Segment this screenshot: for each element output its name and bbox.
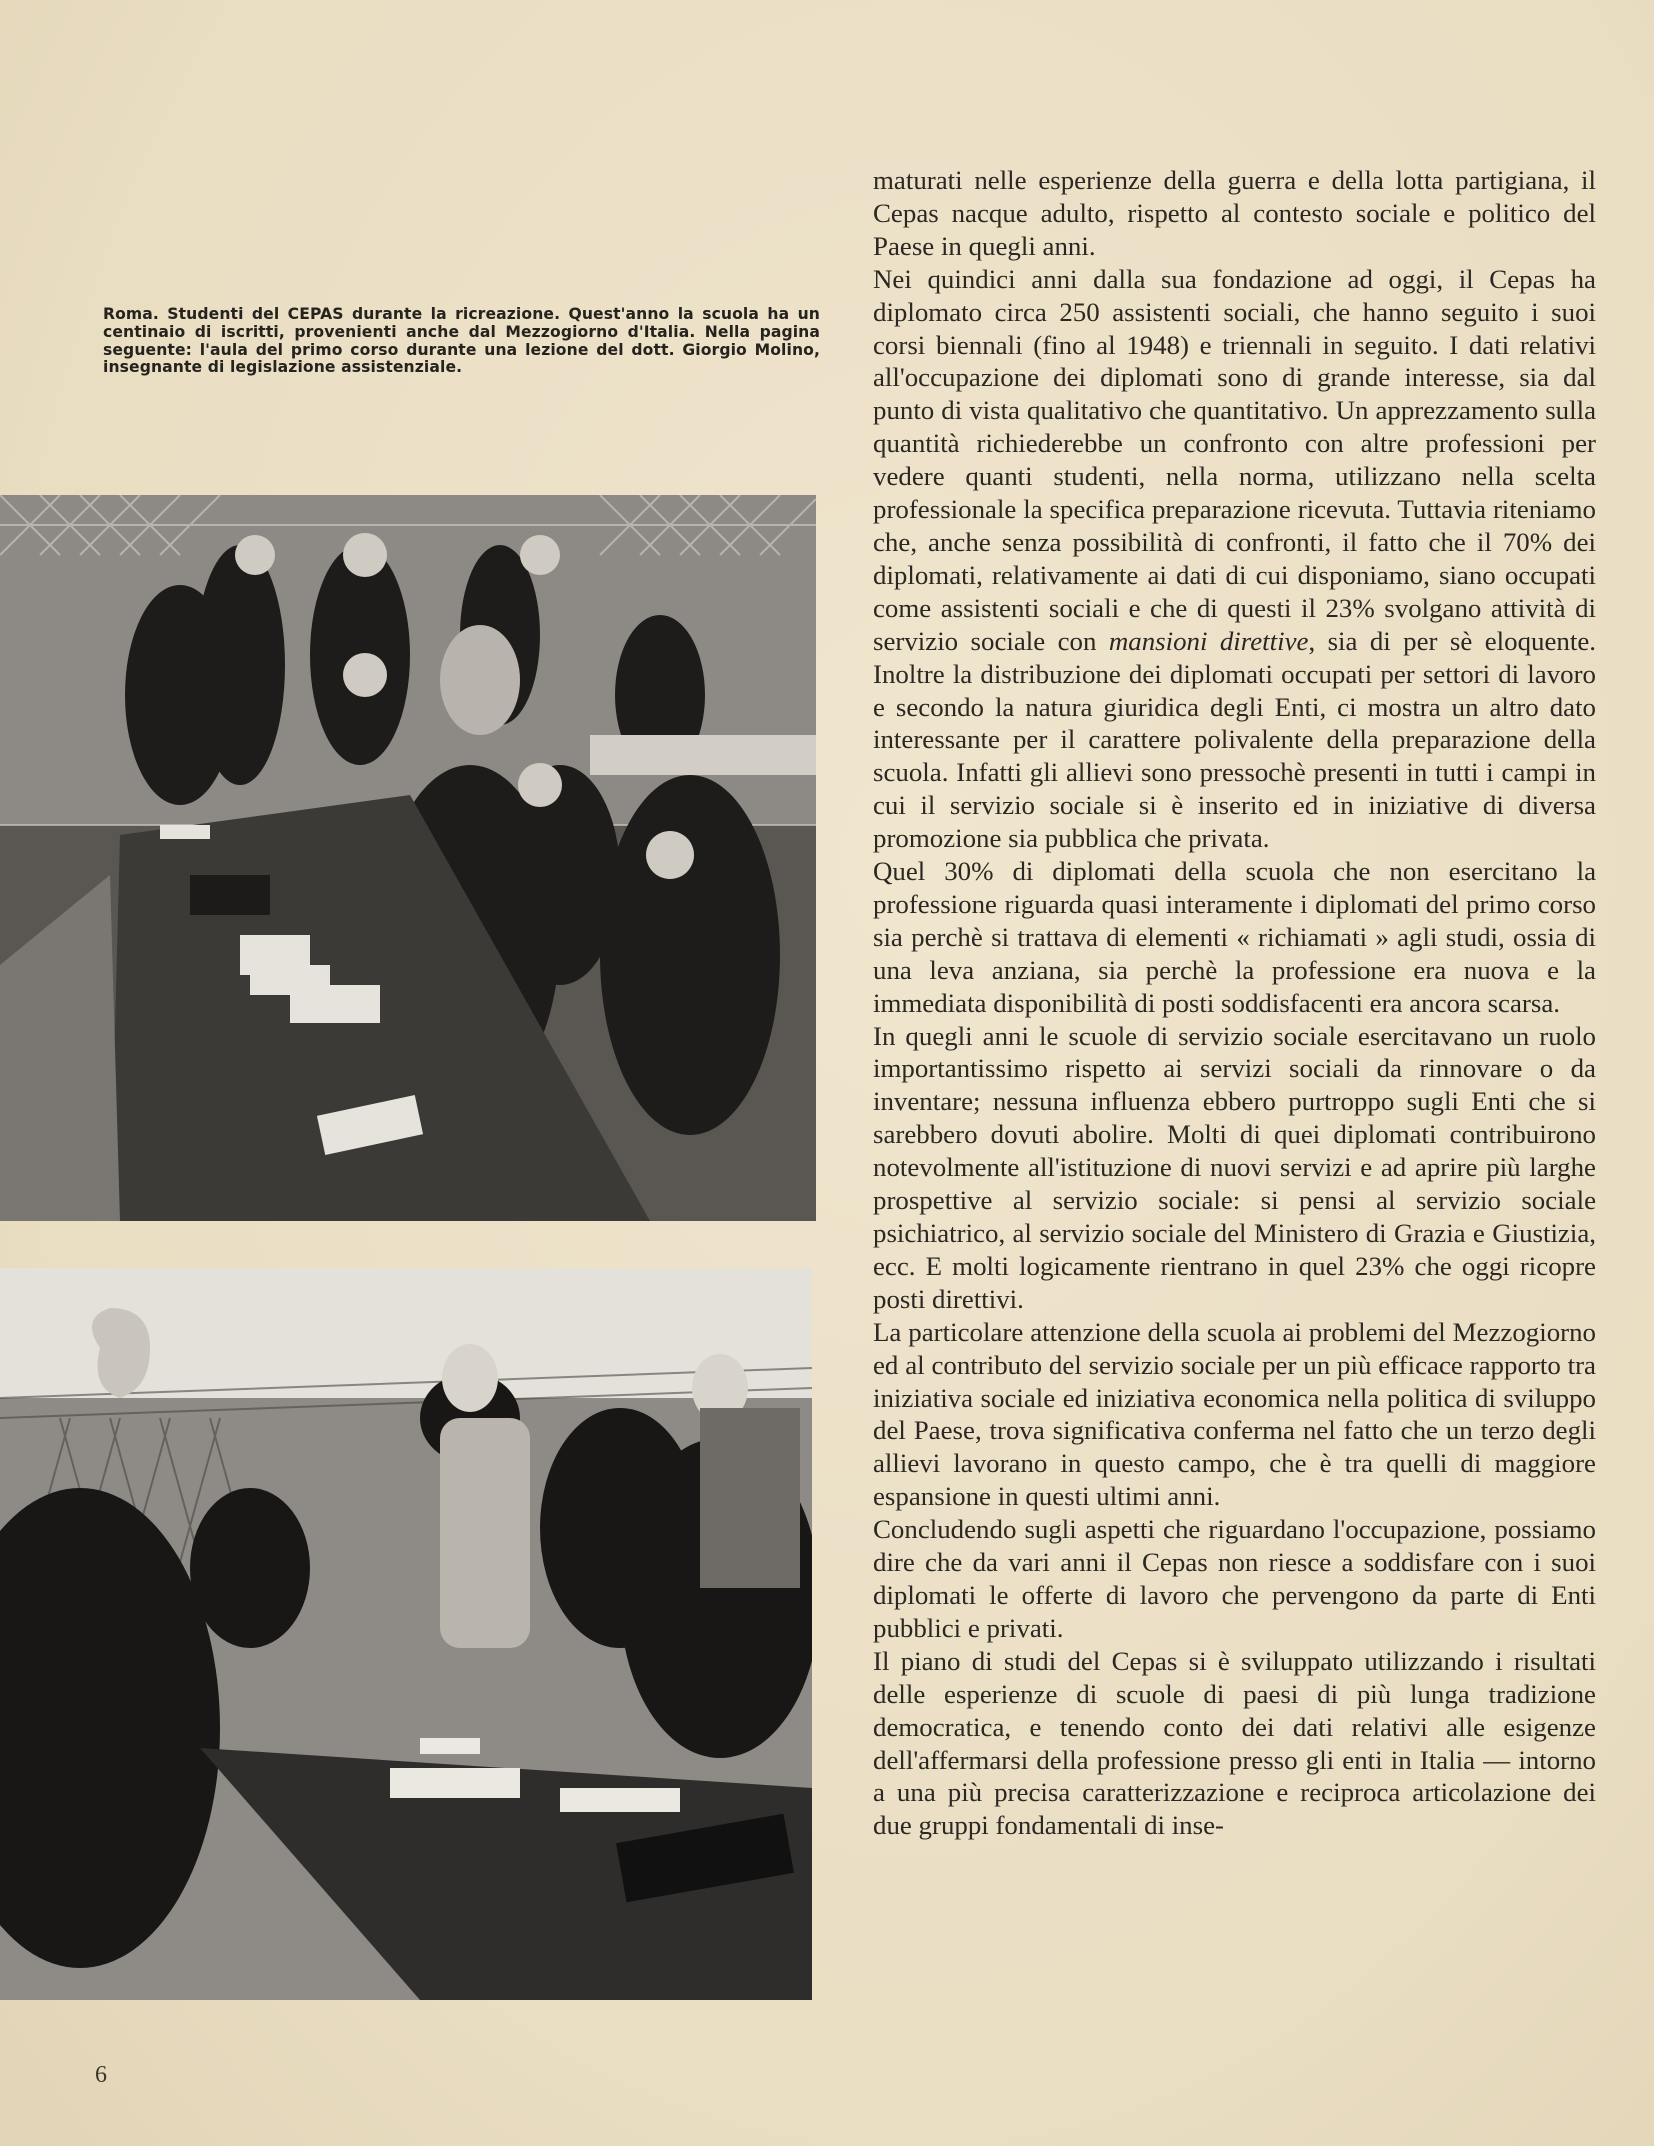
page-number: 6 xyxy=(95,2062,107,2088)
paragraph: In quegli anni le scuole di servizio sociale esercitavano un ruolo importantissimo rispetto ai servizi sociali da rinnovare o da inventare; nessuna influenza ebbero purtroppo sugli Enti che si sarebbero dovuti abolire. Molti di quei diplomati contribuirono notevolmente all'istituzione di nuovi servizi e ad aprire più larghe prospettive al servizio sociale: si pensi al servizio sociale psichiatrico, al servizio sociale del Ministero di Grazia e Giustizia, ecc. E molti logicamente rientrano in quel 23% che oggi ricopre posti direttivi. xyxy=(873,1020,1596,1314)
photo-classroom-students xyxy=(0,1268,812,2000)
emphasis-text: mansioni direttive xyxy=(1108,625,1309,656)
paragraph: maturati nelle esperienze della guerra e della lotta partigiana, il Cepas nacque adulto, rispetto al contesto sociale e politico del Paese in quegli anni. xyxy=(873,165,1596,261)
paragraph: Concludendo sugli aspetti che riguardano l'occupazione, possiamo dire che da vari anni il Cepas non riesce a soddisfare con i suoi diplomati le offerte di lavoro che pervengono da parte di Enti pubblici e privati. xyxy=(873,1514,1596,1643)
paragraph: La particolare attenzione della scuola ai problemi del Mezzogiorno ed al contributo del servizio sociale per un più efficace rapporto tra iniziativa sociale ed iniziativa economica nella politica di sviluppo del Paese, trova significativa conferma nel fatto che un terzo degli allievi lavorano in questo campo, che è tra quelli di maggiore espansione in questi ultimi anni. xyxy=(873,1316,1596,1512)
article-body xyxy=(873,164,1596,1842)
paragraph: Nei quindici anni dalla sua fondazione ad oggi, il Cepas ha diplomato circa 250 assistenti sociali, che hanno seguito i suoi corsi biennali (fino al 1948) e triennali in seguito. I dati relativi all'occupazione dei diplomati sono di grande interesse, sia dal punto di vista qualitativo che quantitativo. Un apprezzamento sulla quantità richiederebbe un confronto con altre professioni per vedere quanti studenti, nella norma, utilizzano nella scelta professionale la specifica preparazione ricevuta. Tuttavia riteniamo che, anche senza possibilità di confronti, il fatto che il 70% dei diplomati, relativamente ai dati di cui disponiamo, siano occupati come assistenti sociali e che di questi il 23% svolgano attività di servizio sociale con mansioni direttive, sia di per sè eloquente. Inoltre la distribuzione dei diplomati occupati per settori di lavoro e secondo la natura giuridica degli Enti, ci mostra un altro dato interessante per il carattere polivalente della preparazione della scuola. Infatti gli allievi sono pressochè presenti in tutti i campi in cui il servizio sociale si è inserito ed in iniziative di diversa promozione sia pubblica che privata. xyxy=(873,263,1596,854)
paragraph: Quel 30% di diplomati della scuola che non esercitano la professione riguarda quasi interamente i diplomati del primo corso sia perchè si trattava di elementi « richiamati » agli studi, ossia di una leva anziana, sia perchè la professione era nuova e la immediata disponibilità di posti soddisfacenti era ancora scarsa. xyxy=(873,856,1596,1018)
photo-caption: Roma. Studenti del CEPAS durante la ricreazione. Quest'anno la scuola ha un centinaio di iscritti, provenienti anche dal Mezzogiorno d'Italia. Nella pagina seguente: l'aula del primo corso durante una lezione del dott. Giorgio Molino, insegnante di legislazione assistenziale. xyxy=(103,305,820,377)
paragraph: Il piano di studi del Cepas si è sviluppato utilizzando i risultati delle esperienze di scuole di paesi di più lunga tradizione democratica, e tenendo conto dei dati relativi alle esigenze dell'affermarsi della professione presso gli enti in Italia — intorno a una più precisa caratterizzazione e reciproca articolazione dei due gruppi fondamentali di inse- xyxy=(873,1645,1596,1841)
photo-students-recreation xyxy=(0,495,816,1221)
